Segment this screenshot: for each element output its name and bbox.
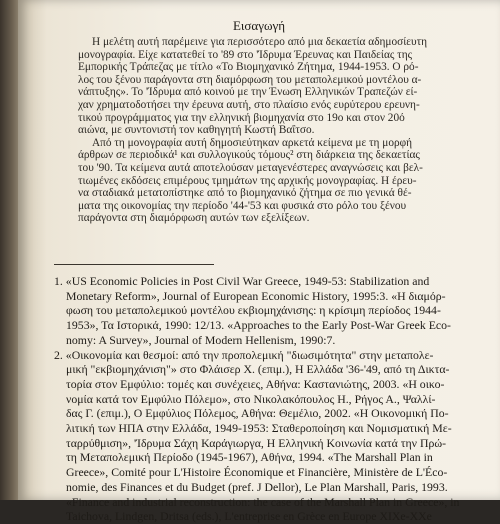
intro2-line: του '90. Τα κείμενα αυτά αποτελούσαν μεταγενέστερες αναγνώσεις και βελ- [78, 161, 423, 174]
footnote-line: 1. «US Economic Policies in Post Civil War Greece, 1949-53: Stabilization and [54, 274, 430, 288]
intro2-line: ματα της οικονομίας την περίοδο '44-'53 και φυσικά στο ρόλο του ξένου [78, 199, 407, 212]
footnote-line: μική "εκβιομηχάνιση"» στο Φλάισερ Χ. (επιμ.), Η Ελλάδα '36-'49, από τη Δικτα- [66, 362, 450, 377]
intro-line: μονογραφία. Είχε κατατεθεί το '89 στο 'Ίδρυμα Έρευνας και Παιδείας της [78, 48, 413, 61]
footnote-line: nomie, des Finances et du Budget (pref. J Dellor), Le Plan Marshall, Paris, 1993. [66, 479, 448, 494]
footnote-line: Greece», Comité pour L'Histoire Économique et Financière, Ministère de L'Éco- [66, 465, 448, 480]
intro-line: Η μελέτη αυτή παρέμεινε για περισσότερο από μια δεκαετία αδημοσίευτη [92, 36, 428, 48]
footnote-divider [54, 264, 214, 265]
footnote-line: φωση του μεταπολεμικού μοντέλου εκβιομηχάνισης: η κρίσιμη περίοδος 1944- [66, 303, 441, 318]
footnote-line: δας Γ. (επιμ.), Ο Εμφύλιος Πόλεμος, Αθήνα: Θεμέλιο, 2002. «Η Οικονομική Πο- [66, 406, 449, 421]
section-heading: Εισαγωγή [232, 18, 286, 33]
footnote-line: λιτική των ΗΠΑ στην Ελλάδα, 1949-1953: Σταθεροποίηση και Νομισματική Με- [66, 421, 452, 436]
intro-line: λος του ξένου παράγοντα στη διαμόρφωση του μεταπολεμικού μοντέλου α- [78, 73, 422, 86]
book-page [18, 0, 500, 524]
footnote-line: νομία κατά τον Εμφύλιο Πόλεμο», στο Νικολακόπουλος Η., Ρήγος Α., Ψαλλί- [66, 391, 436, 406]
footnote-line: 2. «Οικονομία και θεσμοί: από την προπολεμική "διωσιμότητα" στην μεταπολε- [54, 347, 434, 362]
intro2-line: Από τη μονογραφία αυτή δημοσιεύτηκαν αρκετά κείμενα με τη μορφή [92, 136, 413, 149]
body-text [78, 36, 478, 225]
footnote-line: Taichova, Lindgen, Dritsa (eds.), L'entreprise en Grèce en Europe XIXe-XXe [66, 509, 432, 524]
intro-line: τικού προγράμματος για την ελληνική βιομηχανία στο 19ο και στον 20ό [78, 111, 405, 124]
footnote-line: τη Μεταπολεμική Περίοδο (1945-1967), Αθήνα, 1994. «The Marshall Plan in [66, 450, 433, 465]
intro-line: αιώνα, με συντονιστή τον καθηγητή Κωστή Βαΐτσο. [78, 124, 315, 137]
footnote-line: 1953», Τα Ιστορικά, 1990: 12/13. «Approaches to the Early Post-War Greek Eco- [66, 318, 451, 333]
footnote-line: ταρρύθμιση», 'Ίδρυμα Σάχη Καράγιωργα, Η Ελληνική Κοινωνία κατά την Πρώ- [66, 435, 447, 450]
footnote-line: «Finance and industrial reconstruction: the case of the Marshall Plan in Greece», in [66, 494, 460, 509]
footnote-line: nomy: A Survey», Journal of Modern Hellenism, 1990:7. [66, 332, 336, 347]
intro2-line: άρθρων σε περιοδικά¹ και συλλογικούς τόμους² στη διάρκεια της δεκαετίας [78, 149, 420, 162]
footnote-line: τορία στον Εμφύλιο: τομές και συνέχειες, Αθήνα: Καστανιώτης, 2003. «Η οικο- [66, 376, 445, 391]
intro-line: Εμπορικής Τράπεζας με τίτλο «Το Βιομηχανικό Ζήτημα, 1944-1953. Ο ρό- [78, 61, 419, 74]
intro-line: νάπτυξης». Το 'Ίδρυμα από κοινού με την Ένωση Ελληνικών Τραπεζών εί- [78, 86, 418, 99]
intro2-line: παράγοντα στη διαμόρφωση αυτών των εξελίξεων. [78, 212, 310, 225]
footnotes [54, 274, 494, 524]
intro-line: χαν χρηματοδοτήσει την έρευνα αυτή, στο πλαίσιο ενός ευρύτερου ερευνη- [78, 98, 420, 111]
intro2-line: να σταδιακά μετατοπίστηκε από το βιομηχανικό ζήτημα σε πιο γενικά θέ- [78, 187, 412, 200]
footnote-line: Monetary Reform», Journal of European Economic History, 1995:3. «Η διαμόρ- [66, 288, 446, 303]
intro2-line: τιωμένες εκδόσεις επιμέρους τμημάτων της αρχικής μονογραφίας. Η έρευ- [78, 174, 417, 187]
